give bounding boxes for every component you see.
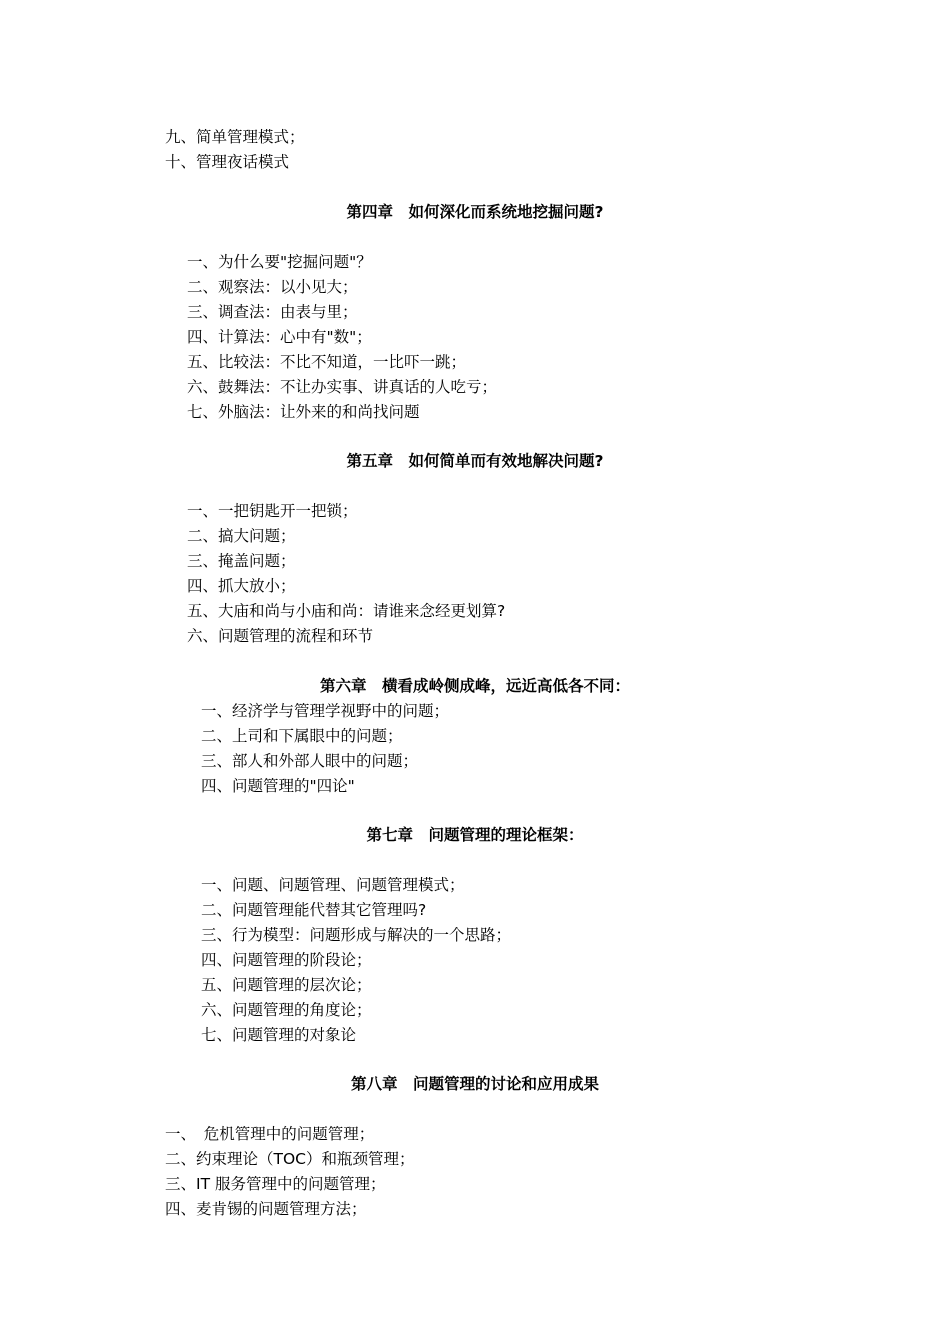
list-item: 十、管理夜话模式 [165, 153, 290, 171]
chapter-6-heading: 第六章 横看成岭侧成峰，远近高低各不同： [319, 677, 630, 695]
list-item: 三、掩盖问题； [187, 552, 296, 570]
chapter-5-heading: 第五章 如何简单而有效地解决问题? [346, 452, 604, 470]
list-item: 六、问题管理的流程和环节 [187, 627, 374, 645]
list-item: 一、 危机管理中的问题管理； [165, 1125, 375, 1143]
list-item: 三、部人和外部人眼中的问题； [201, 752, 419, 770]
list-item: 二、问题管理能代替其它管理吗? [201, 901, 427, 919]
list-item: 七、外脑法：让外来的和尚找问题 [187, 403, 420, 421]
list-item: 四、问题管理的"四论" [201, 777, 355, 795]
list-item: 一、问题、问题管理、问题管理模式； [201, 876, 465, 894]
list-item: 四、麦肯锡的问题管理方法； [165, 1200, 367, 1218]
list-item: 一、一把钥匙开一把锁； [187, 502, 358, 520]
list-item: 一、经济学与管理学视野中的问题； [201, 702, 450, 720]
list-item: 七、问题管理的对象论 [201, 1026, 357, 1044]
list-item: 二、观察法：以小见大； [187, 278, 358, 296]
list-item: 三、IT 服务管理中的问题管理； [165, 1175, 386, 1193]
chapter-7-heading: 第七章 问题管理的理论框架： [366, 826, 584, 844]
list-item: 九、简单管理模式； [165, 128, 305, 146]
list-item: 四、问题管理的阶段论； [201, 951, 372, 969]
list-item: 五、大庙和尚与小庙和尚：请谁来念经更划算? [187, 602, 506, 620]
list-item: 五、问题管理的层次论； [201, 976, 372, 994]
list-item: 三、行为模型：问题形成与解决的一个思路； [201, 926, 512, 944]
chapter-8-heading: 第八章 问题管理的讨论和应用成果 [350, 1075, 599, 1093]
list-item: 五、比较法：不比不知道，一比吓一跳； [187, 353, 467, 371]
list-item: 四、抓大放小； [187, 577, 296, 595]
list-item: 一、为什么要"挖掘问题"？ [187, 253, 372, 271]
chapter-4-heading: 第四章 如何深化而系统地挖掘问题? [346, 203, 604, 221]
list-item: 二、上司和下属眼中的问题； [201, 727, 403, 745]
list-item: 二、约束理论（TOC）和瓶颈管理； [165, 1150, 415, 1168]
list-item: 四、计算法：心中有"数"； [187, 328, 372, 346]
list-item: 六、问题管理的角度论； [201, 1001, 372, 1019]
list-item: 六、鼓舞法：不让办实事、讲真话的人吃亏； [187, 378, 498, 396]
list-item: 二、搞大问题； [187, 527, 296, 545]
list-item: 三、调查法：由表与里； [187, 303, 358, 321]
